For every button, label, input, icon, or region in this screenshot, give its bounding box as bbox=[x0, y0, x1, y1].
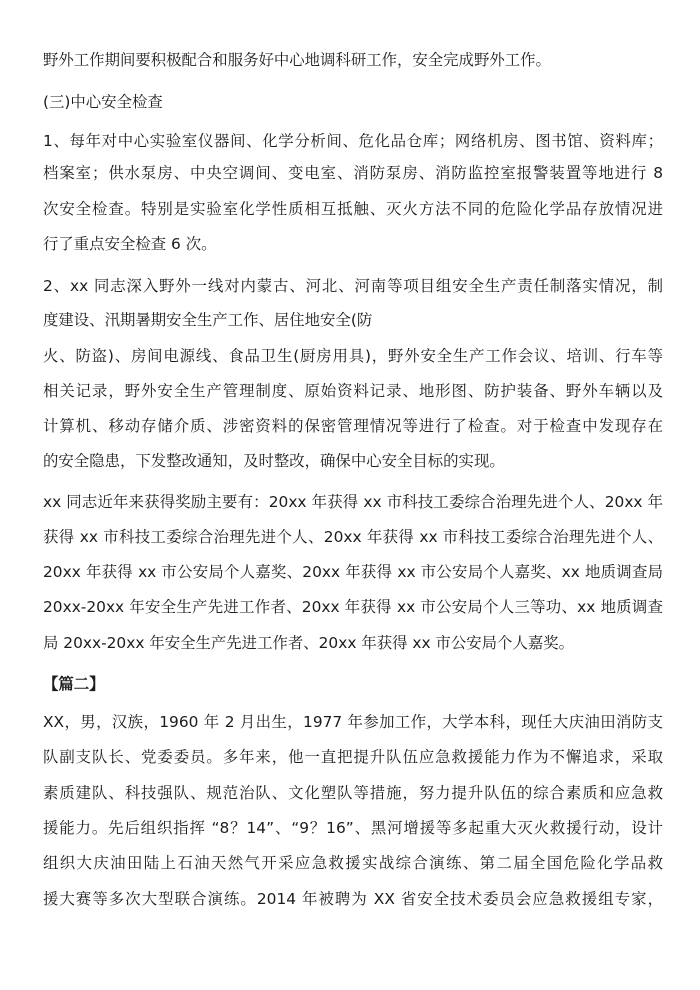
paragraph-line-10: 相关记录，野外安全生产管理制度、原始资料记录、地形图、防护装备、野外车辆以及 bbox=[43, 382, 663, 400]
paragraph-line-19: XX，男，汉族，1960 年 2 月出生，1977 年参加工作，大学本科，现任大庆油田消防支 bbox=[43, 713, 663, 731]
paragraph-line-7: 2、xx 同志深入野外一线对内蒙古、河北、河南等项目组安全生产责任制落实情况，制 bbox=[43, 277, 663, 295]
paragraph-line-21: 素质建队、科技强队、规范治队、文化塑队等措施，努力提升队伍的综合素质和应急救 bbox=[43, 784, 663, 802]
paragraph-line-9: 火、防盗)、房间电源线、食品卫生(厨房用具)，野外安全生产工作会议、培训、行车等 bbox=[43, 347, 663, 365]
paragraph-line-22: 援能力。先后组织指挥 “8？14”、“9？16”、黑河增援等多起重大灭火救援行动，设计 bbox=[43, 819, 663, 837]
paragraph-line-14: 获得 xx 市科技工委综合治理先进个人、20xx 年获得 xx 市科技工委综合治理先进个人、 bbox=[43, 528, 663, 546]
paragraph-line-24: 援大赛等多次大型联合演练。2014 年被聘为 XX 省安全技术委员会应急救援组专家， bbox=[43, 890, 663, 908]
paragraph-line-8: 度建设、汛期暑期安全生产工作、居住地安全(防 bbox=[43, 311, 373, 329]
paragraph-line-12: 的安全隐患，下发整改通知，及时整改，确保中心安全目标的实现。 bbox=[43, 452, 505, 470]
paragraph-line-4: 档案室；供水泵房、中央空调间、变电室、消防泵房、消防监控室报警装置等地进行 8 bbox=[43, 164, 663, 182]
paragraph-line-15: 20xx 年获得 xx 市公安局个人嘉奖、20xx 年获得 xx 市公安局个人嘉奖、xx 地质调查局 bbox=[43, 563, 663, 581]
paragraph-line-3: 1、每年对中心实验室仪器间、化学分析间、危化品仓库；网络机房、图书馆、资料库； bbox=[43, 132, 663, 150]
paragraph-line-23: 组织大庆油田陆上石油天然气开采应急救援实战综合演练、第二届全国危险化学品救 bbox=[43, 854, 663, 872]
paragraph-line-1: 野外工作期间要积极配合和服务好中心地调科研工作，安全完成野外工作。 bbox=[43, 51, 551, 69]
paragraph-line-6: 行了重点安全检查 6 次。 bbox=[43, 235, 217, 253]
paragraph-line-13: xx 同志近年来获得奖励主要有：20xx 年获得 xx 市科技工委综合治理先进个人、20xx 年 bbox=[43, 493, 663, 511]
paragraph-line-20: 队副支队长、党委委员。多年来，他一直把提升队伍应急救援能力作为不懈追求，采取 bbox=[43, 748, 663, 766]
paragraph-line-17: 局 20xx-20xx 年安全生产先进工作者、20xx 年获得 xx 市公安局个人嘉奖。 bbox=[43, 634, 575, 652]
paragraph-line-11: 计算机、移动存储介质、涉密资料的保密管理情况等进行了检查。对于检查中发现存在 bbox=[43, 417, 663, 435]
paragraph-line-16: 20xx-20xx 年安全生产先进工作者、20xx 年获得 xx 市公安局个人三等功、xx 地质调查 bbox=[43, 598, 663, 616]
paragraph-line-5: 次安全检查。特别是实验室化学性质相互抵触、灭火方法不同的危险化学品存放情况进 bbox=[43, 200, 663, 218]
section-heading-line: (三)中心安全检查 bbox=[43, 93, 163, 111]
article-heading: 【篇二】 bbox=[43, 675, 105, 693]
